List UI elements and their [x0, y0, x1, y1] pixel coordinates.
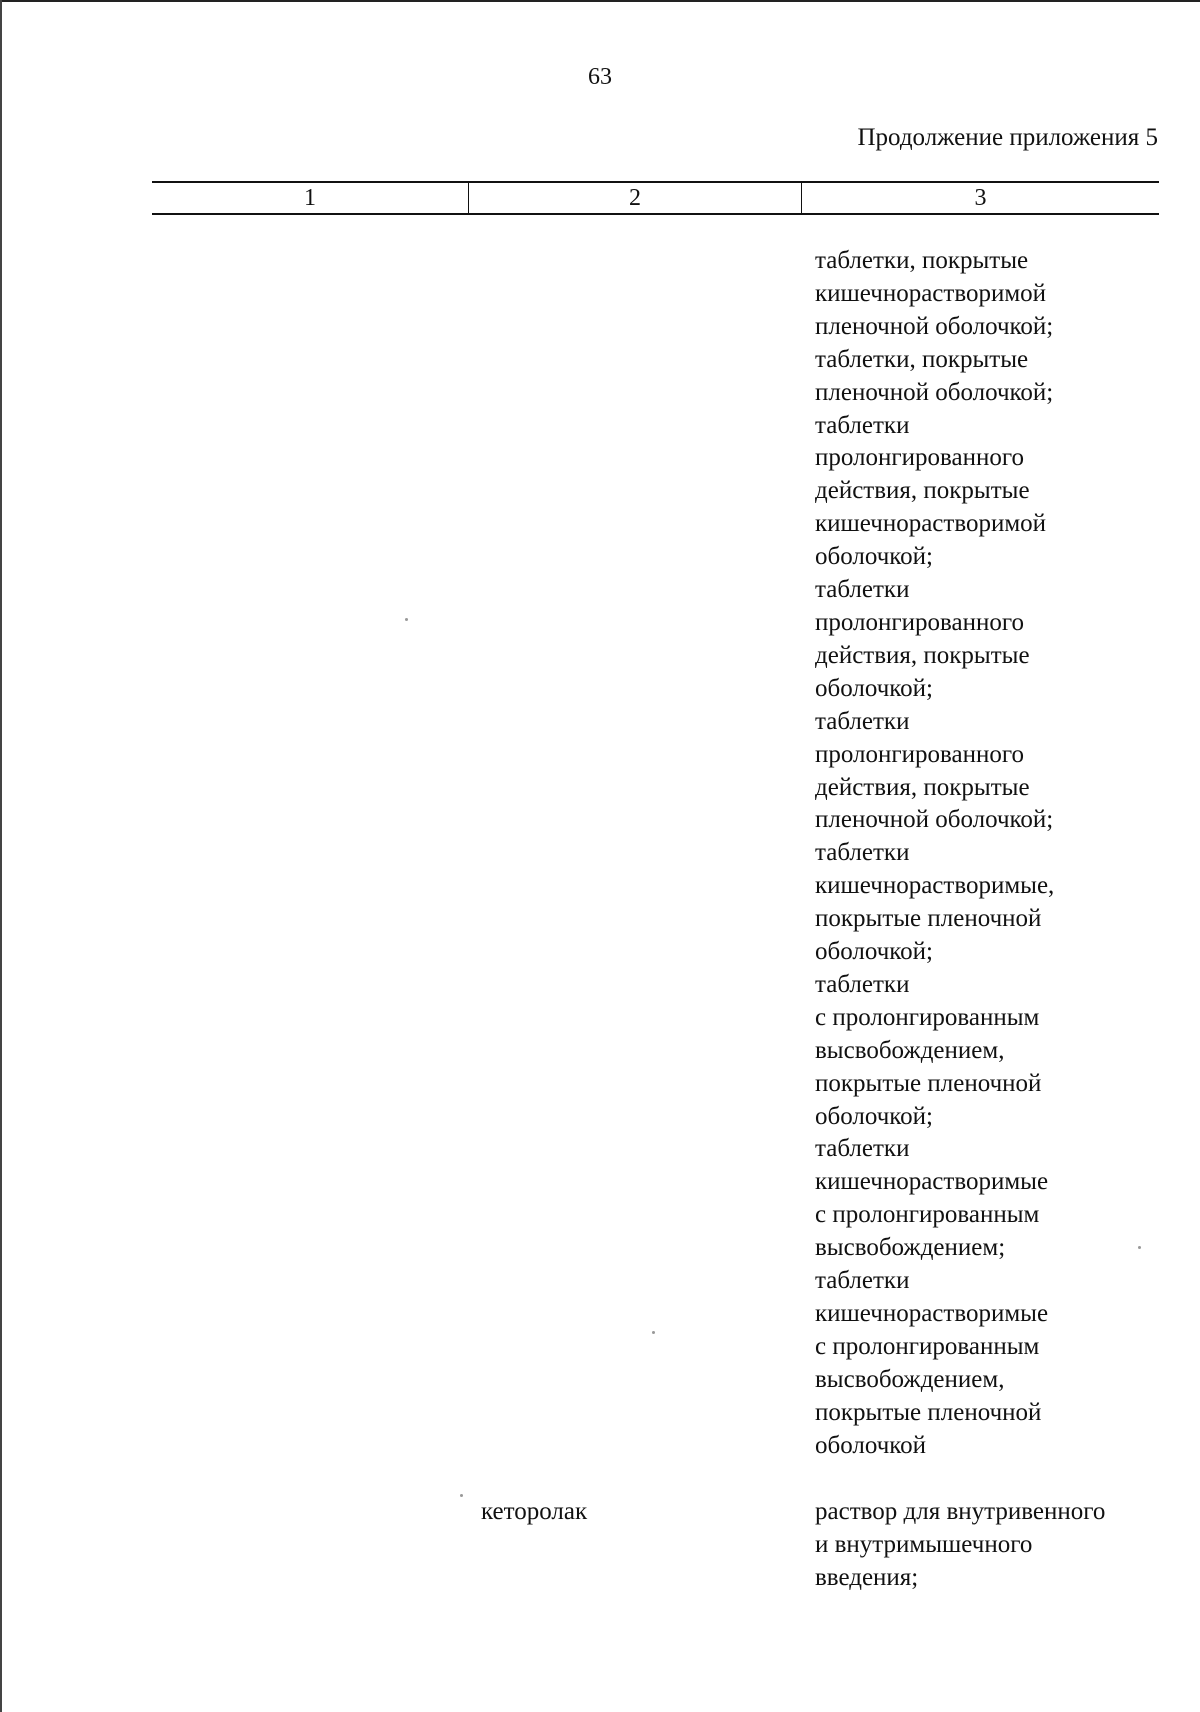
- scan-speck: [460, 1494, 463, 1497]
- table-header-col-1: 1: [152, 183, 469, 213]
- table-header-row: [152, 181, 1159, 215]
- dosage-form-line: кишечнорастворимой: [815, 510, 1047, 538]
- table-header-col-3: 3: [974, 185, 987, 211]
- continuation-label: Продолжение приложения 5: [857, 124, 1158, 151]
- dosage-form-line: действия, покрытые: [815, 641, 1030, 669]
- scan-speck: [405, 618, 408, 621]
- dosage-form-line: кишечнорастворимые,: [815, 872, 1055, 900]
- dosage-form-line: оболочкой;: [815, 543, 933, 571]
- scan-edge-left: [0, 0, 2, 1712]
- dosage-form-line: высвобождением;: [815, 1234, 1006, 1262]
- dosage-form-line: с пролонгированным: [815, 1003, 1040, 1031]
- dosage-form-line: введения;: [815, 1563, 919, 1591]
- dosage-form-line: таблетки: [815, 576, 910, 604]
- dosage-form-line: покрытые пленочной: [815, 905, 1042, 933]
- dosage-form-line: и внутримышечного: [815, 1530, 1033, 1558]
- drug-name-ketorolac: кеторолак: [481, 1498, 588, 1525]
- dosage-forms-list: [815, 245, 1165, 1463]
- dosage-form-line: с пролонгированным: [815, 1332, 1040, 1360]
- dosage-form-line: пролонгированного: [815, 740, 1024, 768]
- dosage-form-line: кишечнорастворимые: [815, 1168, 1049, 1196]
- dosage-form-line: оболочкой;: [815, 674, 933, 702]
- dosage-form-line: пролонгированного: [815, 444, 1024, 472]
- table-header-col-2: 2: [469, 183, 802, 213]
- dosage-form-line: покрытые пленочной: [815, 1398, 1042, 1426]
- dosage-form-line: кишечнорастворимые: [815, 1300, 1049, 1327]
- dosage-form-line: пролонгированного: [815, 608, 1024, 636]
- dosage-form-line: действия, покрытые: [815, 773, 1030, 801]
- dosage-form-line: раствор для внутривенного: [815, 1498, 1106, 1525]
- dosage-form-line: пленочной оболочкой;: [815, 378, 1054, 406]
- dosage-form-line: таблетки: [815, 1135, 910, 1163]
- dosage-form-line: покрытые пленочной: [815, 1069, 1042, 1097]
- dosage-form-line: высвобождением,: [815, 1365, 1005, 1393]
- scan-speck: [652, 1331, 655, 1334]
- dosage-form-line: таблетки: [815, 970, 910, 998]
- dosage-form-line: таблетки: [815, 707, 910, 735]
- dosage-form-line: кишечнорастворимой: [815, 279, 1047, 307]
- dosage-form-line: пленочной оболочкой;: [815, 806, 1054, 834]
- dosage-form-line: таблетки, покрытые: [815, 247, 1029, 274]
- scan-speck: [1138, 1246, 1141, 1249]
- dosage-form-line: таблетки: [815, 839, 910, 867]
- dosage-form-line: оболочкой;: [815, 1102, 933, 1130]
- dosage-form-line: оболочкой: [815, 1431, 927, 1459]
- dosage-form-line: действия, покрытые: [815, 477, 1030, 505]
- dosage-form-line: с пролонгированным: [815, 1201, 1040, 1229]
- scan-edge-top: [0, 0, 1200, 2]
- dosage-form-line: таблетки: [815, 411, 910, 439]
- dosage-form-line: оболочкой;: [815, 938, 933, 966]
- ketorolac-dosage-forms: [815, 1496, 1105, 1595]
- dosage-form-line: пленочной оболочкой;: [815, 312, 1054, 340]
- page-number: 63: [588, 64, 612, 90]
- dosage-form-line: высвобождением,: [815, 1036, 1005, 1064]
- dosage-form-line: таблетки: [815, 1267, 910, 1295]
- dosage-form-line: таблетки, покрытые: [815, 345, 1029, 373]
